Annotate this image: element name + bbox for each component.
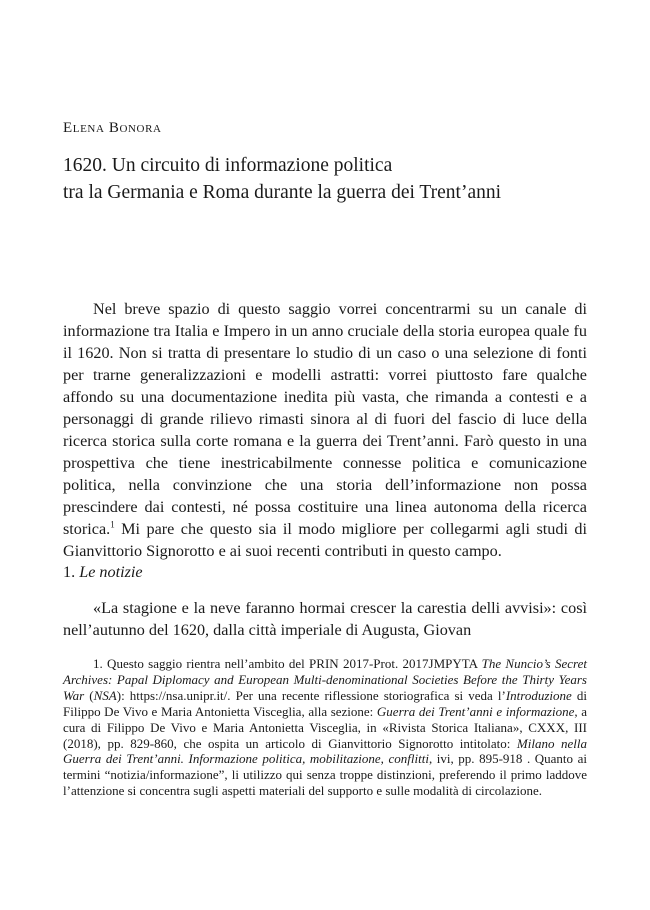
- section-1-paragraph: «La stagione e la neve faranno hormai crescer la carestia delli avvisi»: così nell’autunno del 1620, dalla città imperiale di Augusta, Giovan: [63, 599, 587, 639]
- footnote-text: , ivi, pp. 895-918 . Quanto ai termini “notizia/informazione”, li utilizzo qui senza troppe distinzioni, preferendo il primo laddove l’attenzione si concentra sugli aspetti materiali del supporto e sulle modalità di circolazione.: [63, 751, 587, 799]
- footnote-text: di Filippo De Vivo e Maria Antonietta Visceglia, alla sezione:: [63, 687, 587, 719]
- footnote-1: [63, 656, 587, 799]
- section-number: 1.: [63, 563, 80, 581]
- footnote-reference-1[interactable]: 1: [110, 519, 115, 530]
- intro-paragraph-text: Nel breve spazio di questo saggio vorrei concentrarmi su un canale di informazione tra Italia e Impero in un anno cruciale della storia europea quale fu il 1620. Non si tratta di presentare lo studio di un caso o una selezione di fonti per trarne generalizzazioni e modelli astratti: vorrei piuttosto fare qualche affondo su una documentazione inedita più vasta, che rimanda a contesti e a personaggi di grande rilievo rimasti sinora al di fuori del fascio di luce della ricerca storica sulla corte romana e la guerra dei Trent’anni. Farò questo in una prospettiva che tiene inestricabilmente connesse politica e comunicazione politica, nella convinzione che una storia dell’informazione non possa prescindere dai contesti, né possa costituire una linea autonoma della ricerca storica.: [63, 300, 587, 538]
- chapter-title-line-2: tra la Germania e Roma durante la guerra dei Trent’anni: [63, 182, 502, 203]
- footnote-italic: NSA: [93, 687, 117, 703]
- footnote-italic: The Nuncio’s Secret Archives: Papal Diplomacy and European Multi-denominational Societies Before the Thirty Years War: [63, 656, 587, 703]
- footnote-text: , a cura di Filippo De Vivo e Maria Antonietta Visceglia, in «Rivista Storica Italiana», CXXX, III (2018), pp. 829-860, che ospita un articolo di Gianvittorio Signorotto intitolato:: [63, 703, 587, 751]
- footnote-italic: Guerra dei Trent’anni e informazione: [376, 703, 575, 719]
- intro-section: [63, 298, 587, 562]
- footnote-text: 1. Questo saggio rientra nell’ambito del PRIN 2017-Prot. 2017JMPYTA: [93, 656, 482, 671]
- section-heading-1: [63, 563, 143, 582]
- intro-paragraph: [63, 298, 587, 562]
- author-name: Elena Bonora: [63, 120, 162, 136]
- chapter-title-line-1: 1620. Un circuito di informazione politica: [63, 155, 393, 176]
- intro-paragraph-text-continued: Mi pare che questo sia il modo migliore per collegarmi agli studi di Gianvittorio Signorotto e ai suoi recenti contributi in questo campo.: [63, 520, 587, 560]
- section-title: Le notizie: [79, 563, 143, 581]
- footnote-text: ): https://nsa.unipr.it/. Per una recente riflessione storiografica si veda l’: [116, 687, 506, 703]
- footnote-italic: Introduzione: [505, 687, 572, 703]
- footnote-text: (: [84, 687, 94, 703]
- chapter-title: [63, 152, 583, 206]
- footnote-italic: Milano nella Guerra dei Trent’anni. Informazione politica, mobilitazione, conflitti: [63, 735, 588, 767]
